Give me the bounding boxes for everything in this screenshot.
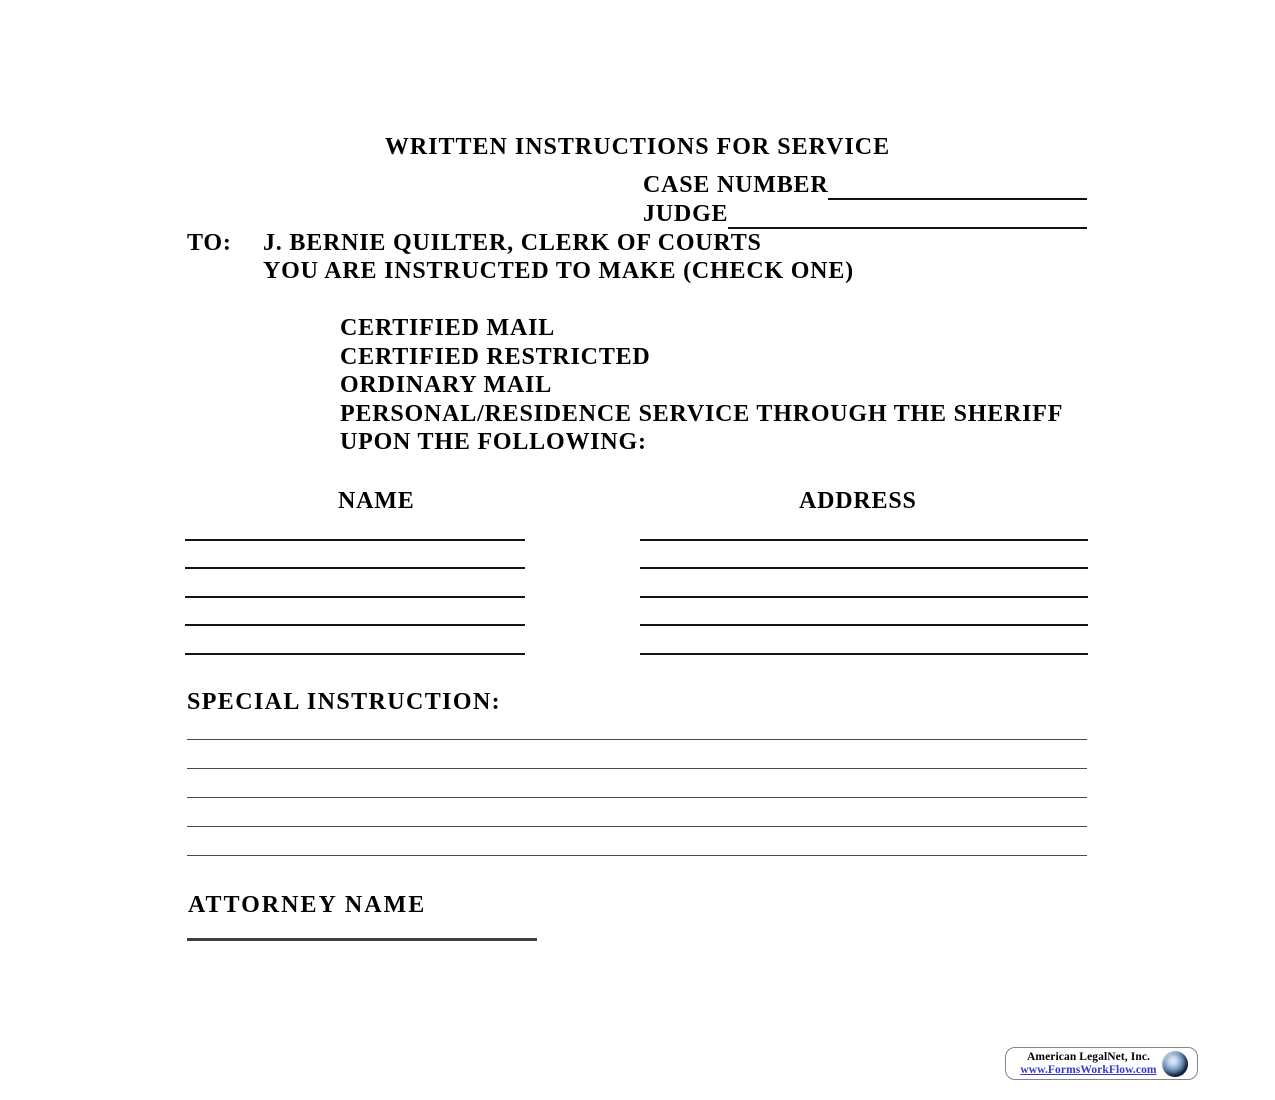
case-number-label: CASE NUMBER xyxy=(643,172,829,198)
form-title: WRITTEN INSTRUCTIONS FOR SERVICE xyxy=(384,134,891,160)
judge-row xyxy=(643,202,1087,227)
name-field-line-3[interactable] xyxy=(185,596,525,598)
judge-field[interactable] xyxy=(728,202,1087,229)
name-column-header: NAME xyxy=(338,488,415,514)
address-field-line-4[interactable] xyxy=(640,624,1088,626)
vendor-text xyxy=(1015,1051,1162,1077)
case-number-row xyxy=(643,173,1087,198)
address-field-line-3[interactable] xyxy=(640,596,1088,598)
judge-label: JUDGE xyxy=(643,201,729,227)
service-option-ordinary-mail: ORDINARY MAIL xyxy=(340,372,552,398)
vendor-badge xyxy=(1005,1047,1198,1080)
globe-logo-icon xyxy=(1162,1051,1188,1077)
vendor-name: American LegalNet, Inc. xyxy=(1026,1050,1151,1063)
service-option-certified-restricted: CERTIFIED RESTRICTED xyxy=(340,344,651,370)
case-number-field[interactable] xyxy=(828,173,1087,200)
address-column-header: ADDRESS xyxy=(799,488,917,514)
attorney-name-field[interactable] xyxy=(187,938,537,941)
attorney-name-label: ATTORNEY NAME xyxy=(188,892,427,918)
special-instruction-line-2[interactable] xyxy=(187,768,1087,769)
check-one-instruction: YOU ARE INSTRUCTED TO MAKE (CHECK ONE) xyxy=(263,258,854,284)
address-field-line-1[interactable] xyxy=(640,539,1088,541)
vendor-link[interactable]: www.FormsWorkFlow.com xyxy=(1020,1063,1157,1076)
service-option-certified-mail: CERTIFIED MAIL xyxy=(340,315,556,341)
recipient-name: J. BERNIE QUILTER, CLERK OF COURTS xyxy=(263,230,762,256)
special-instruction-line-5[interactable] xyxy=(187,855,1087,856)
name-field-line-2[interactable] xyxy=(185,567,525,569)
address-field-line-5[interactable] xyxy=(640,653,1088,655)
service-option-upon-the-following: UPON THE FOLLOWING: xyxy=(340,429,647,455)
service-option-personal-residence-sheriff: PERSONAL/RESIDENCE SERVICE THROUGH THE SHERIFF xyxy=(340,401,1064,427)
address-field-line-2[interactable] xyxy=(640,567,1088,569)
name-field-line-5[interactable] xyxy=(185,653,525,655)
special-instruction-line-4[interactable] xyxy=(187,826,1087,827)
special-instruction-line-3[interactable] xyxy=(187,797,1087,798)
special-instruction-line-1[interactable] xyxy=(187,739,1087,740)
to-label: TO: xyxy=(187,230,232,256)
name-field-line-1[interactable] xyxy=(185,539,525,541)
special-instruction-label: SPECIAL INSTRUCTION: xyxy=(187,689,502,715)
name-field-line-4[interactable] xyxy=(185,624,525,626)
